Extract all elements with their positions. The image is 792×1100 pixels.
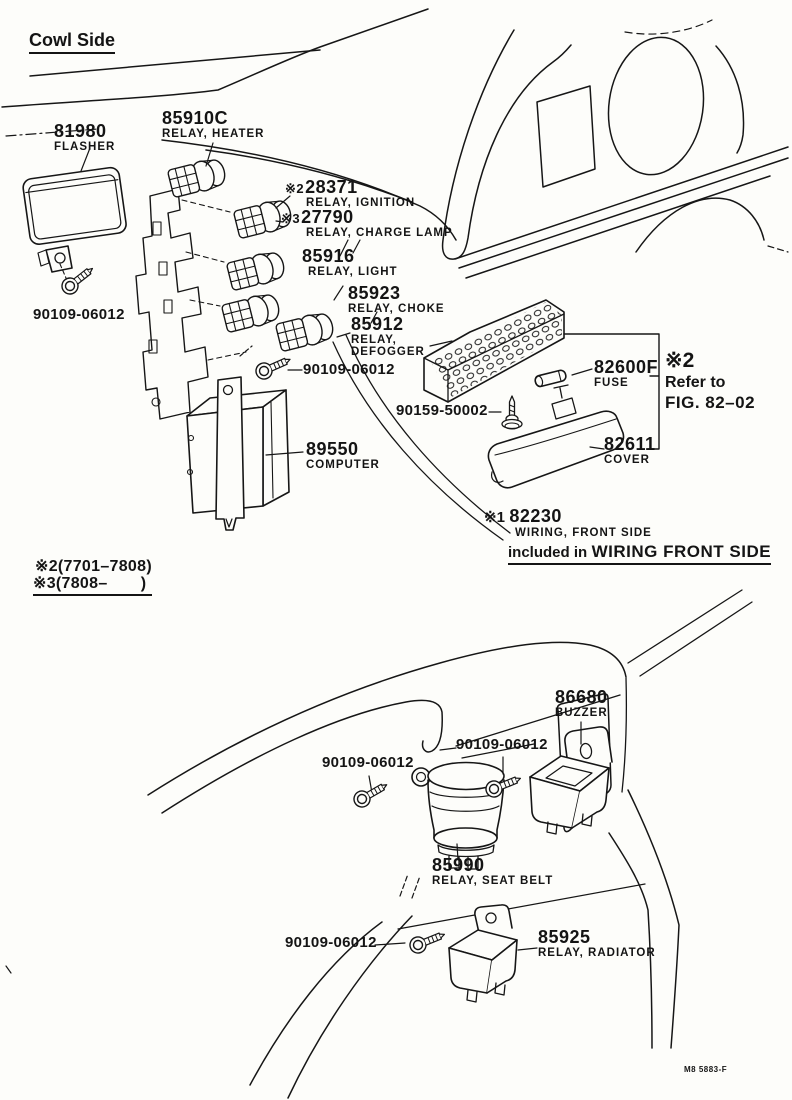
- ref-mark: ※1: [484, 509, 505, 526]
- part-number: 28371: [305, 177, 358, 197]
- computer-drawing: [187, 377, 303, 530]
- part-label-screw-fuse: 90159-50002: [396, 402, 488, 419]
- part-label-cover: [604, 435, 656, 466]
- ref-mark: ※3: [281, 211, 301, 226]
- part-name: RELAY,: [351, 333, 397, 346]
- part-number: 85923: [348, 283, 401, 303]
- document-code: M8 5883-F: [684, 1065, 728, 1074]
- part-name: COVER: [604, 453, 650, 466]
- part-label-relay-charge-lamp: [281, 208, 453, 239]
- fuse-drawing: [534, 369, 592, 387]
- refer-note: [665, 350, 755, 412]
- part-label-bolt-flasher: 90109-06012: [33, 306, 125, 323]
- part-name: RELAY, SEAT BELT: [432, 874, 554, 887]
- part-number: 85912: [351, 314, 404, 334]
- part-name: RELAY, HEATER: [162, 127, 265, 140]
- part-name: DEFOGGER: [351, 345, 425, 358]
- part-name: WIRING, FRONT SIDE: [515, 526, 652, 539]
- part-label-relay-choke: [348, 284, 445, 315]
- part-name: RELAY, RADIATOR: [538, 946, 656, 959]
- part-label-buzzer: [555, 688, 608, 719]
- part-name: RELAY, CHOKE: [348, 302, 445, 315]
- radiator-relay-drawing: [449, 905, 537, 1002]
- part-number: 81980: [54, 121, 107, 141]
- dash-panel-outline: [6, 590, 752, 1098]
- part-name: BUZZER: [555, 706, 608, 719]
- flasher-drawing: [22, 148, 127, 278]
- part-number: 89550: [306, 439, 359, 459]
- part-name: RELAY, CHARGE LAMP: [306, 226, 453, 239]
- part-label-bolt-seat-belt: 90109-06012: [322, 754, 414, 771]
- part-name: FUSE: [594, 376, 629, 389]
- page-title: Cowl Side: [29, 31, 115, 54]
- part-number: 27790: [301, 207, 354, 227]
- part-label-flasher: [54, 122, 115, 153]
- part-number: 85990: [432, 855, 485, 875]
- refer-text: Refer to: [665, 374, 726, 392]
- part-label-bolt-buzzer: 90109-06012: [456, 736, 548, 753]
- part-name: COMPUTER: [306, 458, 380, 471]
- part-label-relay-heater: [162, 109, 264, 140]
- part-name: RELAY, LIGHT: [308, 265, 398, 278]
- part-label-fuse: [594, 358, 658, 389]
- part-label-bolt-radiator: 90109-06012: [285, 934, 377, 951]
- part-number: 85925: [538, 927, 591, 947]
- part-label-computer: [306, 440, 380, 471]
- ref-mark: ※2: [665, 349, 695, 372]
- part-label-relay-ignition: [285, 178, 415, 209]
- part-label-relay-defogger: [351, 315, 425, 358]
- part-label-bolt-relays: 90109-06012: [303, 361, 395, 378]
- seat-belt-relay-drawing: [412, 763, 504, 870]
- part-label-relay-seat-belt: [432, 856, 553, 887]
- range-note-3: ※3(7808– ): [33, 576, 152, 596]
- part-number: 82600F: [594, 357, 659, 377]
- ref-mark: ※2: [285, 181, 305, 196]
- part-label-relay-light: [302, 247, 398, 278]
- figure-reference: FIG. 82–02: [665, 392, 756, 412]
- part-number: 82611: [604, 434, 656, 454]
- part-number: 86680: [555, 687, 608, 707]
- range-note-2: ※2(7701–7808): [35, 558, 152, 575]
- part-number: 85910C: [162, 108, 229, 128]
- wiring-note: [484, 507, 771, 565]
- part-name: FLASHER: [54, 140, 116, 153]
- applicability-ranges: [35, 559, 152, 596]
- part-number: 82230: [509, 506, 562, 526]
- part-number: 85916: [302, 246, 355, 266]
- part-name: RELAY, IGNITION: [306, 196, 416, 209]
- part-label-relay-radiator: [538, 928, 656, 959]
- included-note: included in WIRING FRONT SIDE: [508, 543, 771, 565]
- fuse-screw-drawing: [489, 396, 522, 429]
